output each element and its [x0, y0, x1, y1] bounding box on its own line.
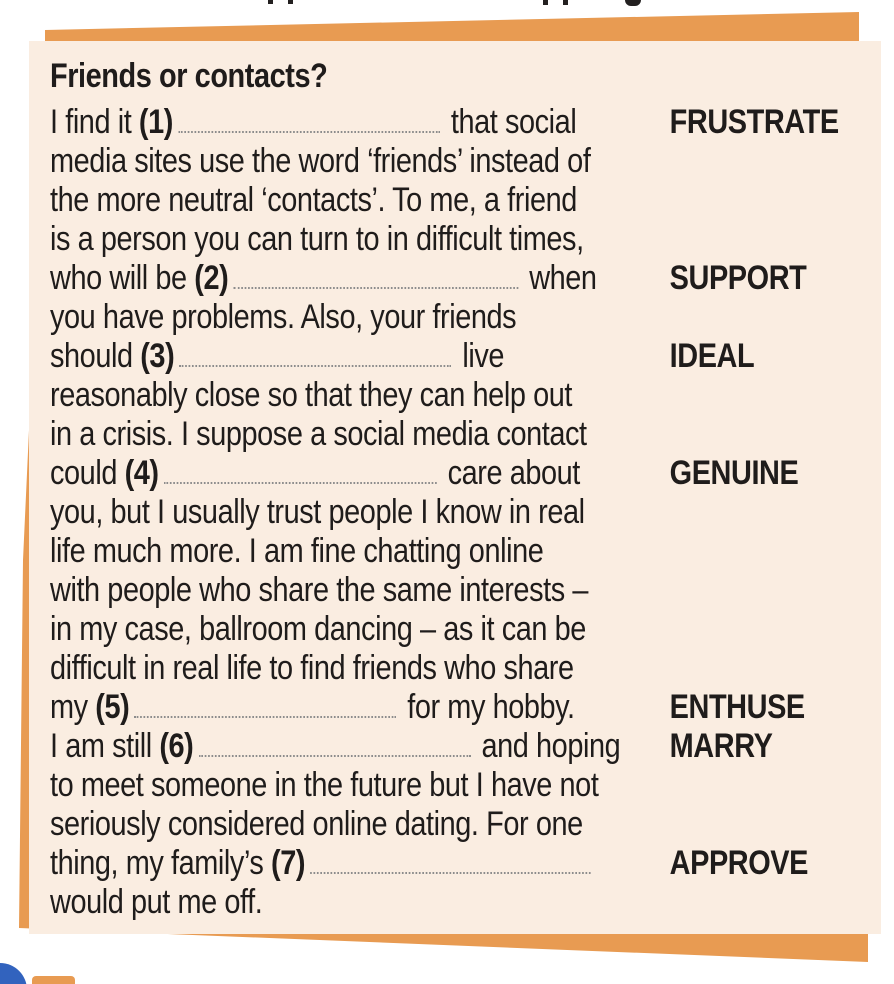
text-line [50, 298, 894, 337]
gap-number: (5) [95, 688, 130, 726]
cropped-text-fragment [543, 0, 548, 5]
text-line-content: reasonably close so that they can help out [50, 376, 572, 414]
gap-number: (2) [194, 259, 229, 297]
text-line [50, 649, 894, 688]
next-exercise-tab-partial [32, 976, 75, 984]
text-line [50, 337, 894, 376]
text-line-content: who will be (2) when [50, 259, 597, 297]
text-line [50, 493, 894, 532]
answer-blank-4 [164, 464, 437, 484]
answer-blank-2 [233, 269, 518, 289]
text-line-content: you, but I usually trust people I know in real [50, 493, 585, 531]
keyword-enthuse: ENTHUSE [669, 688, 805, 726]
text-line-content: in my case, ballroom dancing – as it can be [50, 610, 586, 648]
text-line-content: the more neutral ‘contacts’. To me, a friend [50, 181, 577, 219]
text-line [50, 844, 894, 883]
cropped-text-fragment [288, 0, 293, 4]
text-line-content: media sites use the word ‘friends’ instead of [50, 142, 591, 180]
cropped-text-fragment [625, 0, 641, 6]
exercise-title: Friends or contacts? [50, 57, 328, 95]
text-line [50, 766, 894, 805]
text-line-content: could (4) care about [50, 454, 580, 492]
gap-number: (7) [271, 844, 306, 882]
text-line-content: should (3) live [50, 337, 505, 375]
text-line-content: is a person you can turn to in difficult times, [50, 220, 584, 258]
text-line [50, 376, 894, 415]
text-line-content: would put me off. [50, 883, 263, 921]
text-line [50, 805, 894, 844]
text-line [50, 571, 894, 610]
text-line [50, 220, 894, 259]
text-line [50, 688, 894, 727]
gap-number: (1) [138, 103, 173, 141]
next-exercise-number-circle-partial [0, 963, 27, 984]
cropped-text-fragment [268, 0, 273, 4]
text-line-content: in a crisis. I suppose a social media contact [50, 415, 587, 453]
text-line-content: thing, my family’s (7) [50, 844, 670, 883]
text-line-content: life much more. I am fine chatting online [50, 532, 544, 570]
text-line [50, 610, 894, 649]
text-line [50, 142, 894, 181]
text-line-content: difficult in real life to find friends who share [50, 649, 574, 687]
text-line-content: you have problems. Also, your friends [50, 298, 517, 336]
text-line-content: I find it (1) that social [50, 103, 577, 141]
gap-number: (3) [140, 337, 175, 375]
answer-blank-5 [134, 698, 396, 718]
text-line-content: I am still (6) and hoping [50, 727, 621, 765]
text-line [50, 415, 894, 454]
keyword-frustrate: FRUSTRATE [669, 103, 839, 141]
exercise-body [50, 103, 894, 922]
keyword-ideal: IDEAL [669, 337, 755, 375]
answer-blank-7 [310, 854, 590, 874]
text-line [50, 454, 894, 493]
text-line [50, 883, 894, 922]
text-line-content: my (5) for my hobby. [50, 688, 575, 726]
keyword-approve: APPROVE [669, 844, 809, 882]
text-line [50, 532, 894, 571]
text-line-content: with people who share the same interests – [50, 571, 588, 609]
exercise-text-block [50, 55, 894, 922]
keyword-genuine: GENUINE [669, 454, 799, 492]
text-line-content: seriously considered online dating. For one [50, 805, 583, 843]
text-line-content: to meet someone in the future but I have not [50, 766, 599, 804]
gap-number: (6) [159, 727, 194, 765]
text-line [50, 181, 894, 220]
text-line [50, 727, 894, 766]
answer-blank-6 [198, 737, 470, 757]
answer-blank-1 [178, 113, 440, 133]
keyword-marry: MARRY [669, 727, 773, 765]
gap-number: (4) [124, 454, 159, 492]
answer-blank-3 [179, 347, 451, 367]
cropped-text-fragment [563, 0, 568, 5]
text-line [50, 103, 894, 142]
exercise-card [29, 41, 881, 934]
keyword-support: SUPPORT [669, 259, 807, 297]
text-line [50, 259, 894, 298]
